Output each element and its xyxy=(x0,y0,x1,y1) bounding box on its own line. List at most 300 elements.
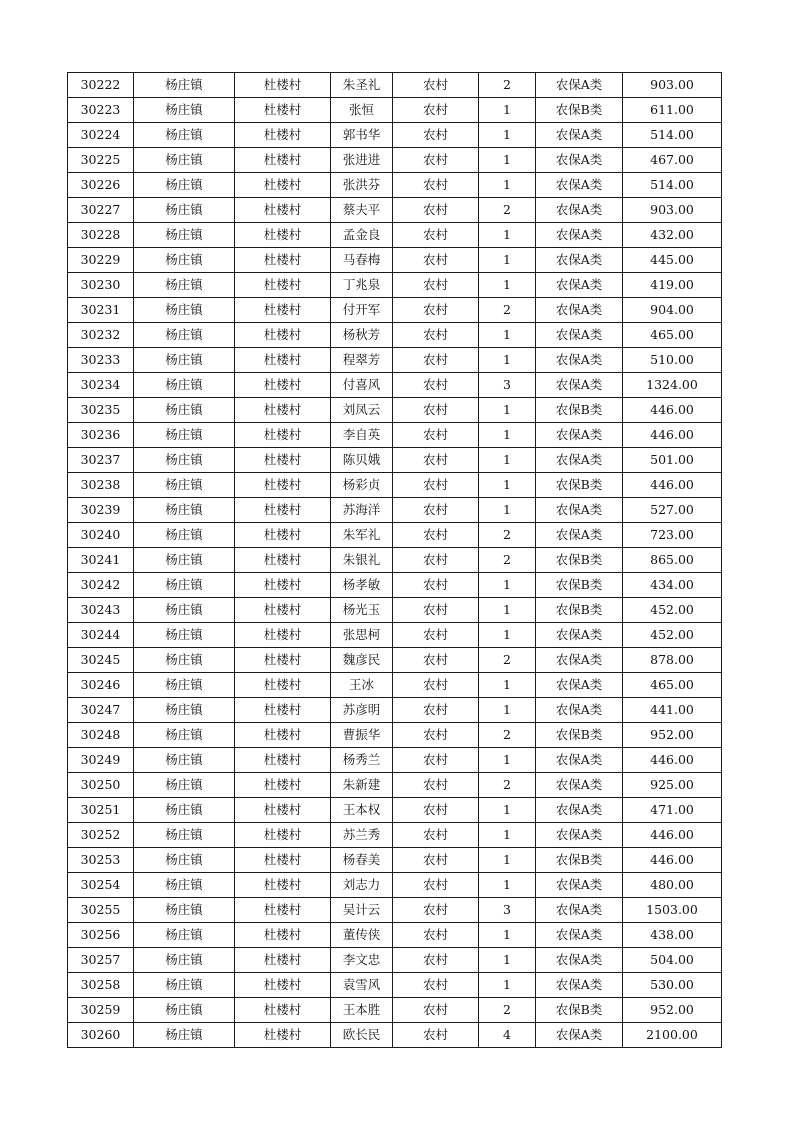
record-id-cell: 30230 xyxy=(68,273,134,298)
household-type-cell: 农村 xyxy=(393,198,479,223)
insurance-category-cell: 农保A类 xyxy=(536,823,623,848)
household-type-cell: 农村 xyxy=(393,948,479,973)
insurance-category-cell: 农保A类 xyxy=(536,948,623,973)
person-count-cell: 1 xyxy=(479,573,536,598)
table-row xyxy=(68,473,722,498)
name-cell: 王本权 xyxy=(331,798,393,823)
record-id-cell: 30227 xyxy=(68,198,134,223)
record-id-cell: 30257 xyxy=(68,948,134,973)
town-cell: 杨庄镇 xyxy=(134,923,235,948)
town-cell: 杨庄镇 xyxy=(134,173,235,198)
table-row xyxy=(68,423,722,448)
person-count-cell: 1 xyxy=(479,673,536,698)
insurance-category-cell: 农保A类 xyxy=(536,798,623,823)
benefit-roster-table xyxy=(67,72,722,1048)
village-cell: 杜楼村 xyxy=(235,673,331,698)
town-cell: 杨庄镇 xyxy=(134,573,235,598)
table-row xyxy=(68,798,722,823)
village-cell: 杜楼村 xyxy=(235,1023,331,1048)
household-type-cell: 农村 xyxy=(393,123,479,148)
insurance-category-cell: 农保A类 xyxy=(536,623,623,648)
town-cell: 杨庄镇 xyxy=(134,148,235,173)
village-cell: 杜楼村 xyxy=(235,73,331,98)
town-cell: 杨庄镇 xyxy=(134,673,235,698)
person-count-cell: 1 xyxy=(479,948,536,973)
village-cell: 杜楼村 xyxy=(235,798,331,823)
record-id-cell: 30237 xyxy=(68,448,134,473)
town-cell: 杨庄镇 xyxy=(134,523,235,548)
household-type-cell: 农村 xyxy=(393,448,479,473)
name-cell: 刘志力 xyxy=(331,873,393,898)
amount-cell: 446.00 xyxy=(623,423,722,448)
amount-cell: 952.00 xyxy=(623,998,722,1023)
insurance-category-cell: 农保A类 xyxy=(536,223,623,248)
name-cell: 杨秀兰 xyxy=(331,748,393,773)
table-row xyxy=(68,298,722,323)
person-count-cell: 1 xyxy=(479,598,536,623)
table-row xyxy=(68,498,722,523)
town-cell: 杨庄镇 xyxy=(134,298,235,323)
insurance-category-cell: 农保A类 xyxy=(536,123,623,148)
town-cell: 杨庄镇 xyxy=(134,648,235,673)
village-cell: 杜楼村 xyxy=(235,998,331,1023)
person-count-cell: 3 xyxy=(479,898,536,923)
record-id-cell: 30253 xyxy=(68,848,134,873)
name-cell: 苏兰秀 xyxy=(331,823,393,848)
insurance-category-cell: 农保B类 xyxy=(536,548,623,573)
table-row xyxy=(68,348,722,373)
record-id-cell: 30226 xyxy=(68,173,134,198)
insurance-category-cell: 农保A类 xyxy=(536,148,623,173)
household-type-cell: 农村 xyxy=(393,973,479,998)
insurance-category-cell: 农保A类 xyxy=(536,523,623,548)
amount-cell: 865.00 xyxy=(623,548,722,573)
village-cell: 杜楼村 xyxy=(235,98,331,123)
household-type-cell: 农村 xyxy=(393,798,479,823)
household-type-cell: 农村 xyxy=(393,998,479,1023)
person-count-cell: 1 xyxy=(479,798,536,823)
village-cell: 杜楼村 xyxy=(235,148,331,173)
person-count-cell: 4 xyxy=(479,1023,536,1048)
insurance-category-cell: 农保A类 xyxy=(536,748,623,773)
village-cell: 杜楼村 xyxy=(235,298,331,323)
insurance-category-cell: 农保B类 xyxy=(536,98,623,123)
household-type-cell: 农村 xyxy=(393,298,479,323)
insurance-category-cell: 农保A类 xyxy=(536,73,623,98)
name-cell: 杨光玉 xyxy=(331,598,393,623)
town-cell: 杨庄镇 xyxy=(134,823,235,848)
household-type-cell: 农村 xyxy=(393,498,479,523)
person-count-cell: 1 xyxy=(479,273,536,298)
household-type-cell: 农村 xyxy=(393,323,479,348)
person-count-cell: 1 xyxy=(479,823,536,848)
town-cell: 杨庄镇 xyxy=(134,223,235,248)
town-cell: 杨庄镇 xyxy=(134,798,235,823)
name-cell: 苏海洋 xyxy=(331,498,393,523)
name-cell: 张恒 xyxy=(331,98,393,123)
insurance-category-cell: 农保B类 xyxy=(536,573,623,598)
town-cell: 杨庄镇 xyxy=(134,73,235,98)
amount-cell: 446.00 xyxy=(623,848,722,873)
name-cell: 张进进 xyxy=(331,148,393,173)
insurance-category-cell: 农保A类 xyxy=(536,698,623,723)
village-cell: 杜楼村 xyxy=(235,823,331,848)
household-type-cell: 农村 xyxy=(393,598,479,623)
name-cell: 杨春美 xyxy=(331,848,393,873)
person-count-cell: 3 xyxy=(479,373,536,398)
amount-cell: 434.00 xyxy=(623,573,722,598)
town-cell: 杨庄镇 xyxy=(134,948,235,973)
amount-cell: 441.00 xyxy=(623,698,722,723)
name-cell: 张洪芬 xyxy=(331,173,393,198)
insurance-category-cell: 农保A类 xyxy=(536,898,623,923)
village-cell: 杜楼村 xyxy=(235,973,331,998)
village-cell: 杜楼村 xyxy=(235,173,331,198)
table-row xyxy=(68,723,722,748)
insurance-category-cell: 农保A类 xyxy=(536,423,623,448)
insurance-category-cell: 农保B类 xyxy=(536,723,623,748)
town-cell: 杨庄镇 xyxy=(134,973,235,998)
table-row xyxy=(68,173,722,198)
household-type-cell: 农村 xyxy=(393,73,479,98)
household-type-cell: 农村 xyxy=(393,673,479,698)
village-cell: 杜楼村 xyxy=(235,698,331,723)
table-row xyxy=(68,548,722,573)
table-row xyxy=(68,923,722,948)
record-id-cell: 30251 xyxy=(68,798,134,823)
village-cell: 杜楼村 xyxy=(235,748,331,773)
household-type-cell: 农村 xyxy=(393,723,479,748)
name-cell: 朱银礼 xyxy=(331,548,393,573)
record-id-cell: 30243 xyxy=(68,598,134,623)
household-type-cell: 农村 xyxy=(393,248,479,273)
person-count-cell: 1 xyxy=(479,398,536,423)
record-id-cell: 30223 xyxy=(68,98,134,123)
table-row xyxy=(68,398,722,423)
household-type-cell: 农村 xyxy=(393,373,479,398)
name-cell: 杨秋芳 xyxy=(331,323,393,348)
record-id-cell: 30244 xyxy=(68,623,134,648)
name-cell: 魏彦民 xyxy=(331,648,393,673)
amount-cell: 467.00 xyxy=(623,148,722,173)
record-id-cell: 30225 xyxy=(68,148,134,173)
town-cell: 杨庄镇 xyxy=(134,998,235,1023)
town-cell: 杨庄镇 xyxy=(134,548,235,573)
table-row xyxy=(68,573,722,598)
table-row xyxy=(68,948,722,973)
table-row xyxy=(68,748,722,773)
person-count-cell: 1 xyxy=(479,323,536,348)
amount-cell: 445.00 xyxy=(623,248,722,273)
amount-cell: 465.00 xyxy=(623,323,722,348)
insurance-category-cell: 农保A类 xyxy=(536,273,623,298)
town-cell: 杨庄镇 xyxy=(134,323,235,348)
insurance-category-cell: 农保A类 xyxy=(536,173,623,198)
name-cell: 刘凤云 xyxy=(331,398,393,423)
amount-cell: 438.00 xyxy=(623,923,722,948)
insurance-category-cell: 农保A类 xyxy=(536,673,623,698)
town-cell: 杨庄镇 xyxy=(134,98,235,123)
name-cell: 杨彩贞 xyxy=(331,473,393,498)
amount-cell: 432.00 xyxy=(623,223,722,248)
record-id-cell: 30231 xyxy=(68,298,134,323)
insurance-category-cell: 农保A类 xyxy=(536,298,623,323)
record-id-cell: 30259 xyxy=(68,998,134,1023)
town-cell: 杨庄镇 xyxy=(134,698,235,723)
insurance-category-cell: 农保A类 xyxy=(536,448,623,473)
village-cell: 杜楼村 xyxy=(235,473,331,498)
town-cell: 杨庄镇 xyxy=(134,748,235,773)
amount-cell: 611.00 xyxy=(623,98,722,123)
amount-cell: 1503.00 xyxy=(623,898,722,923)
insurance-category-cell: 农保A类 xyxy=(536,873,623,898)
person-count-cell: 2 xyxy=(479,548,536,573)
amount-cell: 452.00 xyxy=(623,598,722,623)
record-id-cell: 30239 xyxy=(68,498,134,523)
amount-cell: 903.00 xyxy=(623,198,722,223)
record-id-cell: 30229 xyxy=(68,248,134,273)
village-cell: 杜楼村 xyxy=(235,773,331,798)
person-count-cell: 2 xyxy=(479,198,536,223)
table-row xyxy=(68,323,722,348)
insurance-category-cell: 农保B类 xyxy=(536,473,623,498)
record-id-cell: 30234 xyxy=(68,373,134,398)
amount-cell: 530.00 xyxy=(623,973,722,998)
record-id-cell: 30248 xyxy=(68,723,134,748)
person-count-cell: 1 xyxy=(479,748,536,773)
table-body xyxy=(68,73,722,1048)
table-row xyxy=(68,898,722,923)
record-id-cell: 30235 xyxy=(68,398,134,423)
table-row xyxy=(68,373,722,398)
record-id-cell: 30222 xyxy=(68,73,134,98)
person-count-cell: 1 xyxy=(479,848,536,873)
person-count-cell: 2 xyxy=(479,648,536,673)
person-count-cell: 2 xyxy=(479,298,536,323)
town-cell: 杨庄镇 xyxy=(134,1023,235,1048)
name-cell: 李自英 xyxy=(331,423,393,448)
village-cell: 杜楼村 xyxy=(235,898,331,923)
name-cell: 袁雪风 xyxy=(331,973,393,998)
insurance-category-cell: 农保A类 xyxy=(536,373,623,398)
person-count-cell: 1 xyxy=(479,423,536,448)
town-cell: 杨庄镇 xyxy=(134,198,235,223)
insurance-category-cell: 农保B类 xyxy=(536,998,623,1023)
name-cell: 郭书华 xyxy=(331,123,393,148)
household-type-cell: 农村 xyxy=(393,1023,479,1048)
record-id-cell: 30258 xyxy=(68,973,134,998)
person-count-cell: 1 xyxy=(479,698,536,723)
insurance-category-cell: 农保A类 xyxy=(536,773,623,798)
household-type-cell: 农村 xyxy=(393,223,479,248)
table-row xyxy=(68,123,722,148)
village-cell: 杜楼村 xyxy=(235,548,331,573)
town-cell: 杨庄镇 xyxy=(134,773,235,798)
insurance-category-cell: 农保A类 xyxy=(536,648,623,673)
amount-cell: 419.00 xyxy=(623,273,722,298)
village-cell: 杜楼村 xyxy=(235,948,331,973)
table-row xyxy=(68,248,722,273)
village-cell: 杜楼村 xyxy=(235,923,331,948)
amount-cell: 952.00 xyxy=(623,723,722,748)
record-id-cell: 30242 xyxy=(68,573,134,598)
town-cell: 杨庄镇 xyxy=(134,373,235,398)
record-id-cell: 30249 xyxy=(68,748,134,773)
amount-cell: 527.00 xyxy=(623,498,722,523)
town-cell: 杨庄镇 xyxy=(134,598,235,623)
household-type-cell: 农村 xyxy=(393,848,479,873)
name-cell: 吴计云 xyxy=(331,898,393,923)
name-cell: 程翠芳 xyxy=(331,348,393,373)
household-type-cell: 农村 xyxy=(393,773,479,798)
table-row xyxy=(68,448,722,473)
village-cell: 杜楼村 xyxy=(235,648,331,673)
household-type-cell: 农村 xyxy=(393,348,479,373)
village-cell: 杜楼村 xyxy=(235,198,331,223)
name-cell: 付喜风 xyxy=(331,373,393,398)
village-cell: 杜楼村 xyxy=(235,273,331,298)
person-count-cell: 1 xyxy=(479,498,536,523)
town-cell: 杨庄镇 xyxy=(134,248,235,273)
person-count-cell: 1 xyxy=(479,623,536,648)
table-row xyxy=(68,73,722,98)
insurance-category-cell: 农保A类 xyxy=(536,498,623,523)
amount-cell: 514.00 xyxy=(623,123,722,148)
household-type-cell: 农村 xyxy=(393,148,479,173)
town-cell: 杨庄镇 xyxy=(134,473,235,498)
village-cell: 杜楼村 xyxy=(235,723,331,748)
name-cell: 朱圣礼 xyxy=(331,73,393,98)
insurance-category-cell: 农保A类 xyxy=(536,248,623,273)
record-id-cell: 30245 xyxy=(68,648,134,673)
record-id-cell: 30233 xyxy=(68,348,134,373)
village-cell: 杜楼村 xyxy=(235,848,331,873)
person-count-cell: 2 xyxy=(479,73,536,98)
village-cell: 杜楼村 xyxy=(235,373,331,398)
amount-cell: 471.00 xyxy=(623,798,722,823)
person-count-cell: 1 xyxy=(479,348,536,373)
village-cell: 杜楼村 xyxy=(235,573,331,598)
amount-cell: 904.00 xyxy=(623,298,722,323)
village-cell: 杜楼村 xyxy=(235,248,331,273)
table-row xyxy=(68,273,722,298)
amount-cell: 903.00 xyxy=(623,73,722,98)
insurance-category-cell: 农保A类 xyxy=(536,198,623,223)
name-cell: 王本胜 xyxy=(331,998,393,1023)
table-row xyxy=(68,598,722,623)
name-cell: 朱军礼 xyxy=(331,523,393,548)
table-row xyxy=(68,223,722,248)
insurance-category-cell: 农保A类 xyxy=(536,323,623,348)
household-type-cell: 农村 xyxy=(393,748,479,773)
household-type-cell: 农村 xyxy=(393,423,479,448)
record-id-cell: 30255 xyxy=(68,898,134,923)
person-count-cell: 2 xyxy=(479,523,536,548)
amount-cell: 446.00 xyxy=(623,748,722,773)
household-type-cell: 农村 xyxy=(393,648,479,673)
town-cell: 杨庄镇 xyxy=(134,873,235,898)
town-cell: 杨庄镇 xyxy=(134,498,235,523)
record-id-cell: 30236 xyxy=(68,423,134,448)
table-row xyxy=(68,523,722,548)
record-id-cell: 30228 xyxy=(68,223,134,248)
amount-cell: 925.00 xyxy=(623,773,722,798)
household-type-cell: 农村 xyxy=(393,173,479,198)
village-cell: 杜楼村 xyxy=(235,223,331,248)
record-id-cell: 30254 xyxy=(68,873,134,898)
insurance-category-cell: 农保A类 xyxy=(536,348,623,373)
household-type-cell: 农村 xyxy=(393,823,479,848)
amount-cell: 446.00 xyxy=(623,398,722,423)
record-id-cell: 30224 xyxy=(68,123,134,148)
name-cell: 蔡夫平 xyxy=(331,198,393,223)
person-count-cell: 1 xyxy=(479,248,536,273)
name-cell: 欧长民 xyxy=(331,1023,393,1048)
name-cell: 丁兆泉 xyxy=(331,273,393,298)
name-cell: 陈贝娥 xyxy=(331,448,393,473)
person-count-cell: 1 xyxy=(479,98,536,123)
village-cell: 杜楼村 xyxy=(235,123,331,148)
person-count-cell: 1 xyxy=(479,123,536,148)
person-count-cell: 1 xyxy=(479,173,536,198)
amount-cell: 510.00 xyxy=(623,348,722,373)
name-cell: 杨孝敏 xyxy=(331,573,393,598)
name-cell: 王冰 xyxy=(331,673,393,698)
name-cell: 马春梅 xyxy=(331,248,393,273)
table-row xyxy=(68,873,722,898)
table-row xyxy=(68,648,722,673)
village-cell: 杜楼村 xyxy=(235,523,331,548)
record-id-cell: 30246 xyxy=(68,673,134,698)
insurance-category-cell: 农保A类 xyxy=(536,1023,623,1048)
table-row xyxy=(68,823,722,848)
village-cell: 杜楼村 xyxy=(235,873,331,898)
person-count-cell: 1 xyxy=(479,223,536,248)
amount-cell: 501.00 xyxy=(623,448,722,473)
person-count-cell: 1 xyxy=(479,923,536,948)
household-type-cell: 农村 xyxy=(393,398,479,423)
amount-cell: 514.00 xyxy=(623,173,722,198)
table-row xyxy=(68,698,722,723)
town-cell: 杨庄镇 xyxy=(134,123,235,148)
amount-cell: 480.00 xyxy=(623,873,722,898)
amount-cell: 878.00 xyxy=(623,648,722,673)
town-cell: 杨庄镇 xyxy=(134,273,235,298)
household-type-cell: 农村 xyxy=(393,923,479,948)
name-cell: 曹振华 xyxy=(331,723,393,748)
insurance-category-cell: 农保A类 xyxy=(536,973,623,998)
record-id-cell: 30232 xyxy=(68,323,134,348)
village-cell: 杜楼村 xyxy=(235,498,331,523)
table-row xyxy=(68,98,722,123)
town-cell: 杨庄镇 xyxy=(134,898,235,923)
household-type-cell: 农村 xyxy=(393,523,479,548)
amount-cell: 504.00 xyxy=(623,948,722,973)
person-count-cell: 2 xyxy=(479,773,536,798)
amount-cell: 465.00 xyxy=(623,673,722,698)
insurance-category-cell: 农保B类 xyxy=(536,848,623,873)
name-cell: 付开军 xyxy=(331,298,393,323)
town-cell: 杨庄镇 xyxy=(134,623,235,648)
insurance-category-cell: 农保A类 xyxy=(536,923,623,948)
village-cell: 杜楼村 xyxy=(235,348,331,373)
table-row xyxy=(68,973,722,998)
name-cell: 张思柯 xyxy=(331,623,393,648)
record-id-cell: 30240 xyxy=(68,523,134,548)
table-row xyxy=(68,673,722,698)
table-row xyxy=(68,998,722,1023)
table-row xyxy=(68,773,722,798)
